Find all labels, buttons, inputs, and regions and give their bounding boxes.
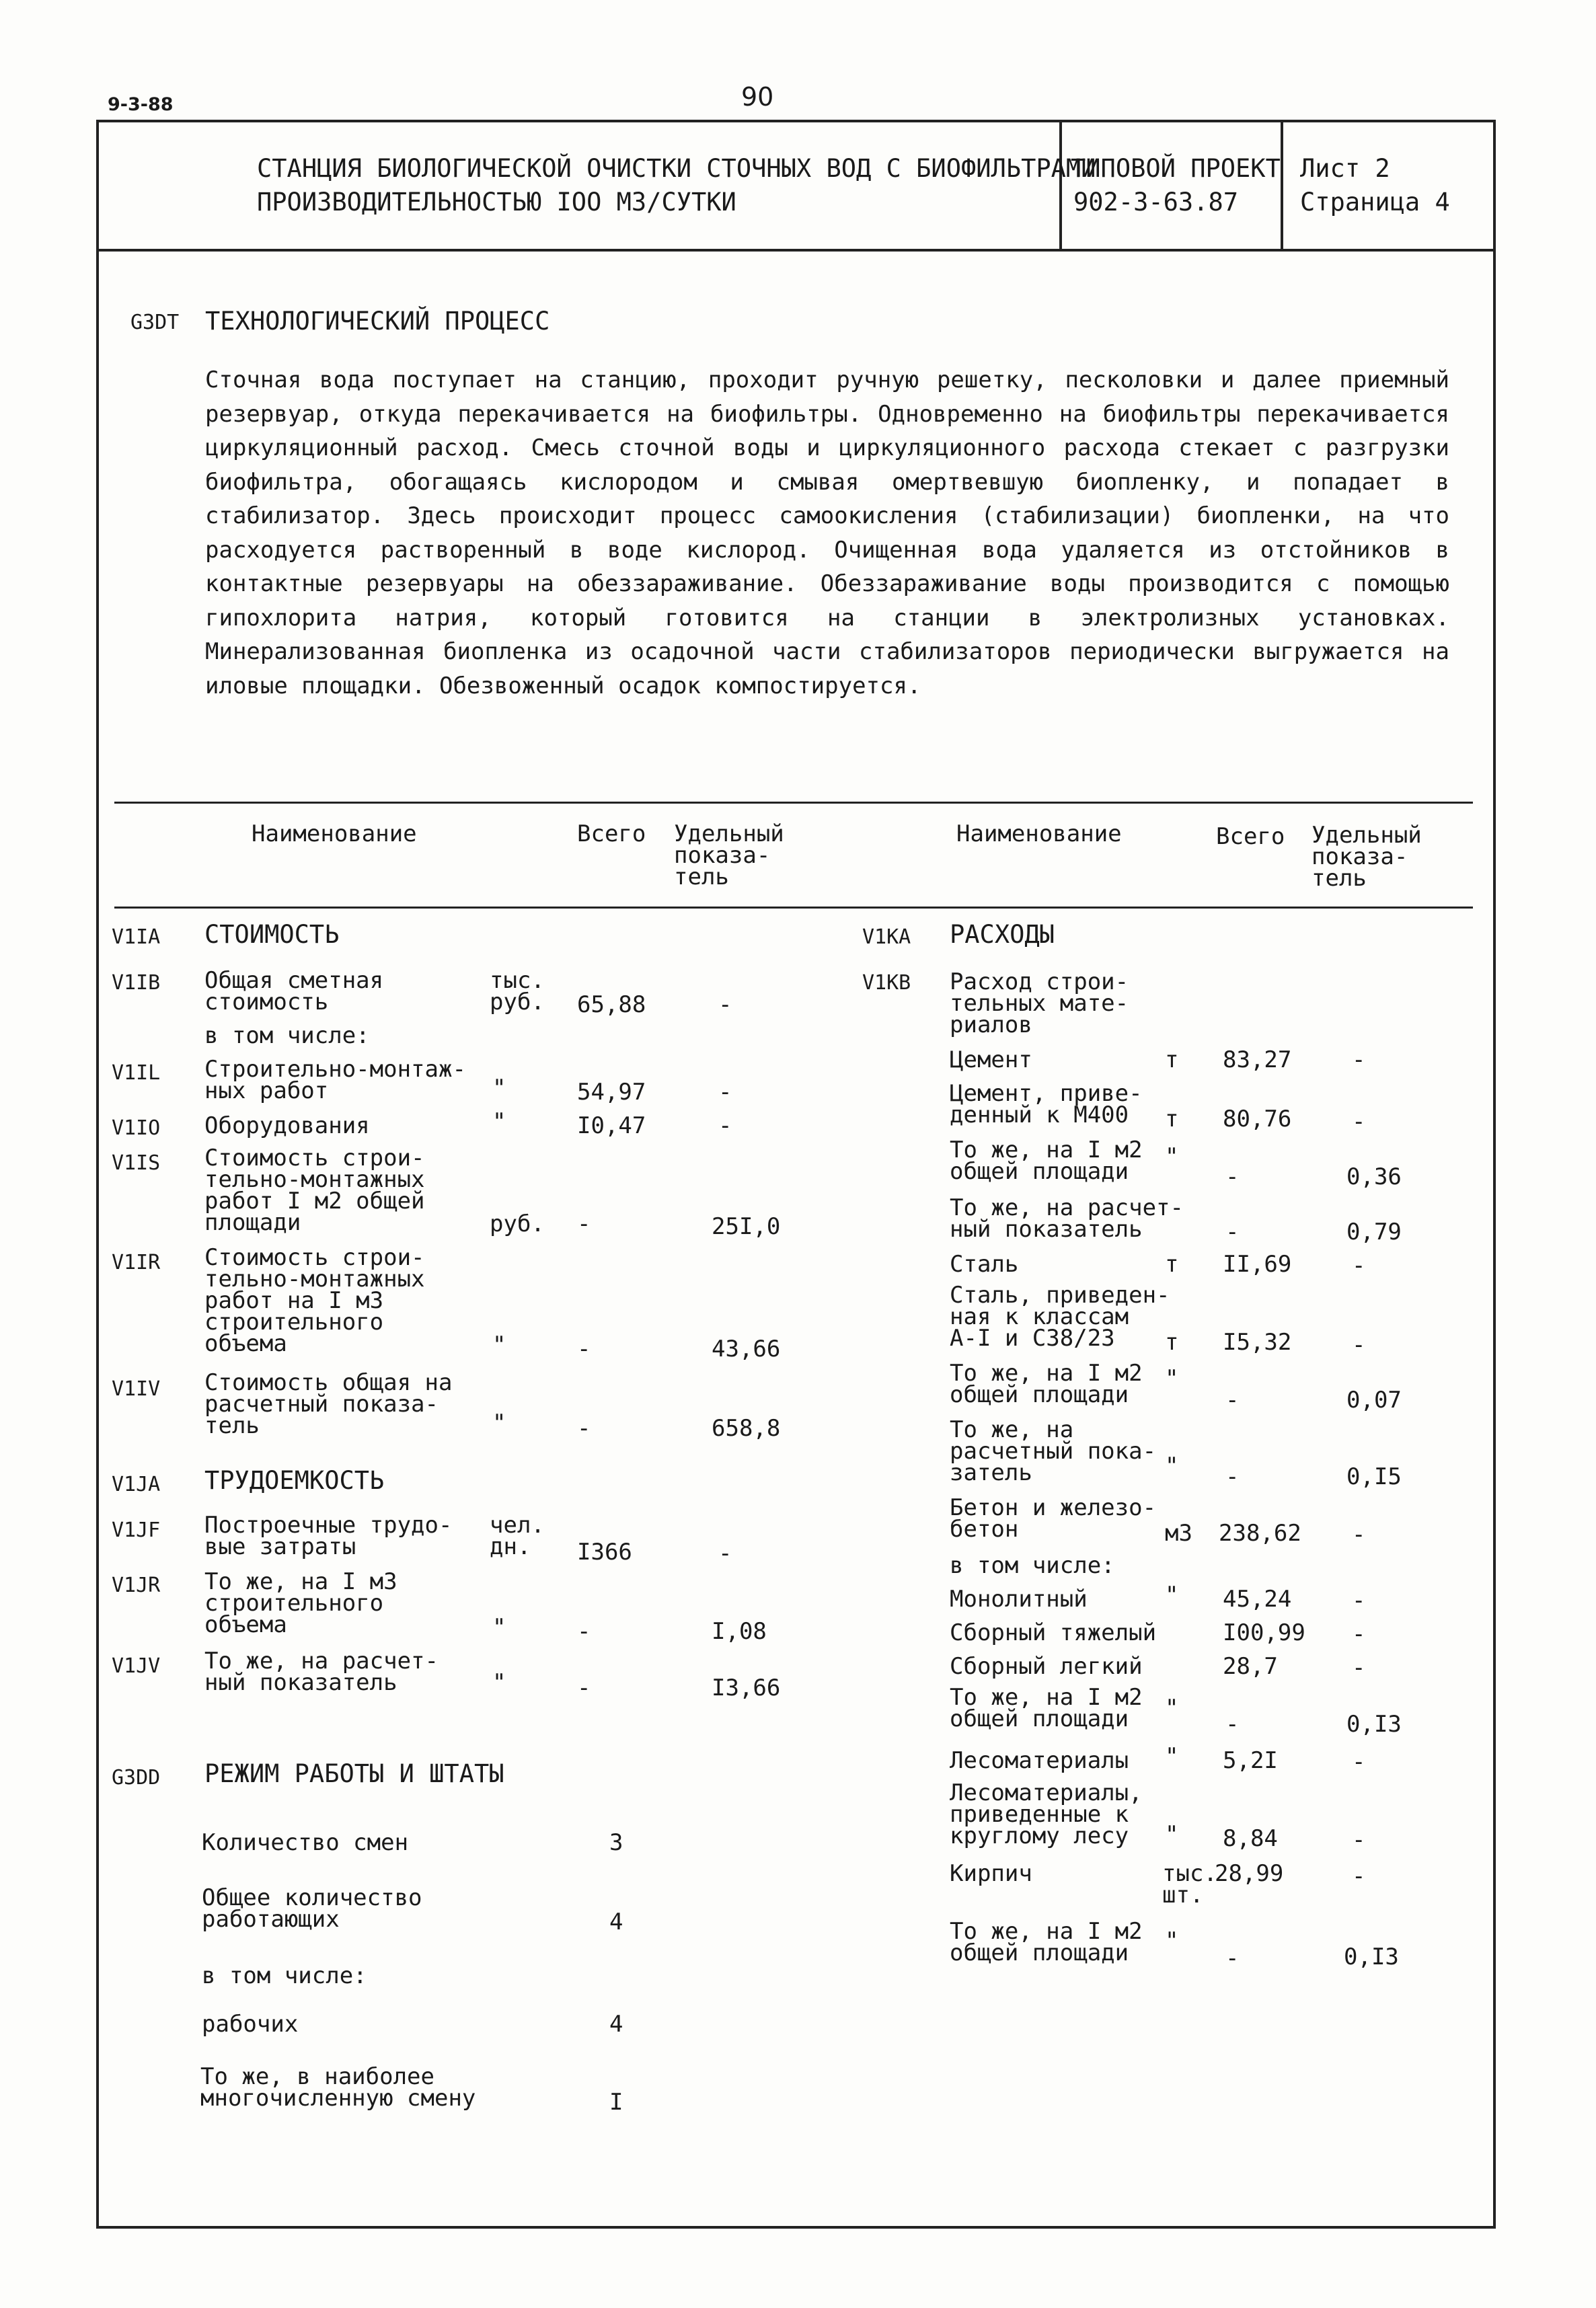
row-specific: - — [1352, 1587, 1366, 1614]
row-name: Стоимость строи- тельно-монтажных работ на I м3 строительного объема — [204, 1244, 425, 1357]
row-unit: тыс. руб. — [490, 967, 545, 1015]
row-name: То же, на расчет- ный показатель — [950, 1194, 1184, 1243]
staff-code: G3DD — [112, 1766, 161, 1790]
row-total: - — [577, 1210, 591, 1237]
row-name: То же, на I м3 строительного объема — [204, 1568, 397, 1638]
document-title-line-1: СТАНЦИЯ БИОЛОГИЧЕСКОЙ ОЧИСТКИ СТОЧНЫХ ВОД С БИОФИЛЬТРАМИ — [257, 154, 1096, 183]
expenses-title: РАСХОДЫ — [950, 920, 1055, 949]
row-name: То же, на I м2 общей площади — [950, 1684, 1143, 1732]
row-code: V1IV — [112, 1377, 161, 1401]
row-total: 28,99 — [1215, 1860, 1284, 1887]
row-specific: - — [1352, 1654, 1366, 1681]
row-total: II,69 — [1223, 1251, 1292, 1278]
row-specific: 658,8 — [712, 1415, 781, 1442]
row-total: - — [577, 1675, 591, 1701]
staff-value: 3 — [609, 1829, 623, 1856]
staff-name: Общее количество работающих — [202, 1884, 422, 1933]
row-name: Сборный легкий — [950, 1653, 1143, 1680]
row-total: I366 — [577, 1539, 632, 1566]
project-number: 902-3-63.87 — [1073, 188, 1239, 217]
row-unit: тыс. шт. — [1162, 1860, 1217, 1909]
project-label: ТИПОВОЙ ПРОЕКТ — [1071, 154, 1281, 183]
row-unit: т — [1165, 1251, 1179, 1278]
row-unit: руб. — [490, 1210, 545, 1237]
row-unit: " — [492, 1075, 506, 1102]
row-total: - — [577, 1336, 591, 1362]
row-total: I5,32 — [1223, 1329, 1292, 1356]
row-unit: " — [492, 1410, 506, 1436]
staff-name: То же, в наиболее многочисленную смену — [200, 2063, 476, 2112]
row-unit: " — [492, 1332, 506, 1358]
row-name: Общая сметная стоимость — [204, 967, 384, 1015]
page-number: 90 — [741, 82, 774, 112]
staff-name: Количество смен — [202, 1829, 409, 1856]
row-specific: - — [718, 1540, 732, 1567]
staff-name: рабочих — [202, 2011, 299, 2038]
process-code: G3DT — [130, 311, 180, 334]
row-name: То же, на I м2 общей площади — [950, 1918, 1143, 1966]
row-specific: - — [1352, 1521, 1366, 1548]
cost-title: СТОИМОСТЬ — [204, 920, 340, 949]
row-specific: - — [1352, 1252, 1366, 1279]
row-code: V1JF — [112, 1518, 161, 1542]
staff-value: 4 — [609, 2011, 623, 2038]
staff-value: I — [609, 2089, 623, 2116]
row-name: То же, на I м2 общей площади — [950, 1137, 1143, 1185]
row-name: То же, на расчетный пока- затель — [950, 1416, 1157, 1486]
row-name: Расход строи- тельных мате- риалов — [950, 968, 1129, 1038]
row-total: I00,99 — [1223, 1619, 1305, 1646]
row-code: V1IS — [112, 1151, 161, 1175]
header-name-left: Наименование — [252, 820, 417, 847]
row-specific: - — [718, 991, 732, 1018]
row-unit: " — [1165, 1453, 1179, 1479]
row-specific: I3,66 — [712, 1675, 781, 1701]
row-specific: - — [1352, 1748, 1366, 1775]
row-specific: 43,66 — [712, 1336, 781, 1362]
row-unit: " — [492, 1108, 506, 1135]
row-unit: чел. дн. — [490, 1512, 545, 1560]
sheet-number: Лист 2 — [1300, 154, 1390, 183]
row-total: I0,47 — [577, 1112, 646, 1139]
row-unit: " — [1165, 1582, 1179, 1609]
row-total: 28,7 — [1223, 1653, 1278, 1680]
staff-value: 4 — [609, 1909, 623, 1935]
row-specific: I,08 — [712, 1618, 767, 1645]
row-name: Сборный тяжелый — [950, 1619, 1157, 1646]
row-code: V1IL — [112, 1061, 161, 1085]
row-name: Строительно-монтаж- ных работ — [204, 1056, 466, 1104]
process-title: ТЕХНОЛОГИЧЕСКИЙ ПРОЦЕСС — [205, 307, 550, 336]
row-name: Кирпич — [950, 1860, 1032, 1887]
row-specific: - — [1352, 1046, 1366, 1073]
row-specific: 0,I3 — [1344, 1944, 1399, 1970]
row-name: Стоимость общая на расчетный показа- тель — [204, 1369, 453, 1439]
cost-code: V1IA — [112, 925, 161, 949]
row-total: 45,24 — [1223, 1586, 1292, 1613]
row-total: - — [1225, 1711, 1240, 1738]
row-specific: - — [1352, 1826, 1366, 1853]
row-code: V1JR — [112, 1574, 161, 1597]
row-name: То же, на I м2 общей площади — [950, 1360, 1143, 1408]
row-specific: 0,36 — [1346, 1163, 1402, 1190]
row-unit: " — [1165, 1821, 1179, 1848]
row-specific: 0,I5 — [1346, 1463, 1402, 1490]
row-code: V1IR — [112, 1251, 161, 1274]
row-unit: " — [1165, 1695, 1179, 1722]
row-specific: 25I,0 — [712, 1213, 781, 1240]
row-name: Бетон и железо- бетон — [950, 1494, 1157, 1543]
row-total: - — [577, 1618, 591, 1645]
row-unit: т — [1165, 1329, 1179, 1356]
row-unit: " — [1165, 1927, 1179, 1954]
row-specific: 0,I3 — [1346, 1711, 1402, 1738]
row-unit: " — [1165, 1365, 1179, 1392]
row-name: Стоимость строи- тельно-монтажных работ I м2 общей площади — [204, 1145, 425, 1236]
header-specific-left: Удельный показа- тель — [674, 820, 784, 890]
row-total: - — [1225, 1945, 1240, 1972]
expenses-code: V1KA — [862, 925, 911, 949]
row-total: 65,88 — [577, 991, 646, 1018]
row-total: 54,97 — [577, 1079, 646, 1106]
staff-title: РЕЖИМ РАБОТЫ И ШТАТЫ — [204, 1759, 504, 1788]
row-unit: " — [1165, 1143, 1179, 1170]
row-name: Монолитный — [950, 1586, 1088, 1613]
row-code: V1KB — [862, 971, 911, 995]
row-specific: - — [1352, 1332, 1366, 1358]
document-title-line-2: ПРОИЗВОДИТЕЛЬНОСТЬЮ IOO M3/СУТКИ — [257, 188, 736, 217]
row-unit: м3 — [1165, 1520, 1192, 1547]
row-name: Лесоматериалы, приведенные к круглому лесу — [950, 1779, 1143, 1849]
row-name: Сталь — [950, 1251, 1019, 1278]
row-code: V1IO — [112, 1116, 161, 1140]
row-total: 8,84 — [1223, 1825, 1278, 1852]
row-name: Лесоматериалы — [950, 1747, 1129, 1774]
row-specific: 0,07 — [1346, 1387, 1402, 1414]
row-unit: " — [492, 1669, 506, 1696]
row-unit: " — [1165, 1743, 1179, 1770]
header-specific-right: Удельный показа- тель — [1312, 822, 1422, 892]
row-name: Оборудования — [204, 1112, 370, 1139]
row-specific: - — [1352, 1863, 1366, 1890]
row-total: - — [1225, 1219, 1240, 1245]
row-name: Построечные трудо- вые затраты — [204, 1512, 453, 1560]
row-unit: т — [1165, 1046, 1179, 1073]
row-name: То же, на расчет- ный показатель — [204, 1648, 439, 1696]
labor-code: V1JA — [112, 1473, 161, 1496]
row-name: Цемент, приве- денный к М400 — [950, 1080, 1143, 1128]
row-total: 83,27 — [1223, 1046, 1292, 1073]
row-specific: 0,79 — [1346, 1219, 1402, 1245]
row-total: - — [577, 1415, 591, 1442]
staff-name: в том числе: — [202, 1962, 367, 1989]
row-code: V1JV — [112, 1654, 161, 1678]
row-name: Сталь, приведен- ная к классам А-I и С38/23 — [950, 1282, 1170, 1352]
row-total: - — [1225, 1463, 1240, 1490]
row-name: в том числе: — [950, 1552, 1115, 1579]
header-name-right: Наименование — [956, 820, 1122, 847]
labor-title: ТРУДОЕМКОСТЬ — [204, 1466, 385, 1495]
row-total: - — [1225, 1387, 1240, 1414]
row-total: 238,62 — [1219, 1520, 1301, 1547]
row-total: 80,76 — [1223, 1106, 1292, 1132]
row-name: Цемент — [950, 1046, 1032, 1073]
row-total: - — [1225, 1163, 1240, 1190]
page-label: Страница 4 — [1300, 188, 1450, 217]
row-code: V1IB — [112, 971, 161, 995]
row-specific: - — [1352, 1621, 1366, 1648]
row-specific: - — [1352, 1108, 1366, 1135]
row-specific: - — [718, 1079, 732, 1106]
header-total-right: Всего — [1216, 823, 1285, 850]
row-unit: т — [1165, 1106, 1179, 1132]
row-name: в том числе: — [204, 1022, 370, 1049]
row-total: 5,2I — [1223, 1747, 1278, 1774]
header-total-left: Всего — [577, 820, 646, 847]
row-specific: - — [718, 1112, 732, 1139]
process-description: Сточная вода поступает на станцию, проходит ручную решетку, песколовки и далее приемный резервуар, откуда перекачивается на биофильтры. Одновременно на биофильтры перекачивается циркуляционный расход. Смесь сточной воды и циркуляционного расхода стекает с разгрузки биофильтра, обогащаясь кислородом и смывая омертвевшую биопленку, и попадает в стабилизатор. Здесь происходит процесс самоокисления (стабилизации) биопленки, на что расходуется растворенный в воде кислород. Очищенная вода удаляется из отстойников в контактные резервуары на обеззараживание. Обеззараживание воды производится с помощью гипохлорита натрия, который готовится на станции в электролизных установках. Минерализованная биопленка из осадочной части стабилизаторов периодически выгружается на иловые площадки. Обезвоженный осадок компостируется. — [205, 367, 1449, 699]
row-unit: " — [492, 1614, 506, 1641]
document-code: 9-3-88 — [108, 94, 174, 115]
